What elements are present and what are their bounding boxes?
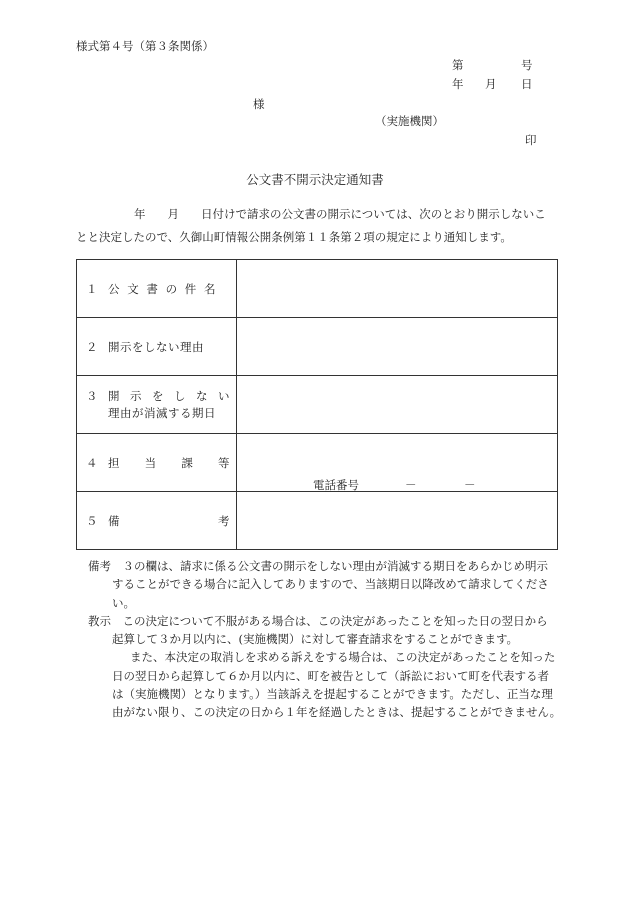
table-row bbox=[77, 492, 558, 550]
seal-mark: 印 bbox=[525, 133, 537, 147]
document-title: 公文書不開示決定通知書 bbox=[246, 172, 384, 187]
row-number: １ bbox=[86, 281, 98, 296]
row-number: ２ bbox=[86, 339, 98, 354]
label-char: し bbox=[174, 388, 186, 403]
phone-dash: － bbox=[405, 478, 417, 492]
body-line1: 日付けで請求の公文書の開示については、次のとおり開示しないこ bbox=[201, 207, 546, 221]
label-char: 考 bbox=[218, 513, 230, 528]
label-char: の bbox=[165, 281, 178, 296]
label-char: い bbox=[218, 388, 230, 403]
value-cell-department[interactable] bbox=[237, 434, 558, 492]
label-char: 当 bbox=[144, 455, 157, 470]
instruction-line: 日の翌日から起算して６か月以内に、町を被告として（訴訟において町を代表する者 bbox=[112, 668, 549, 683]
instruction-line: 由がない限り、この決定の日から１年を経過したときは、提起することができません。 bbox=[112, 705, 562, 720]
notes-section bbox=[88, 557, 560, 722]
row-label-expiry bbox=[77, 376, 237, 434]
label-char: な bbox=[196, 388, 208, 403]
info-table bbox=[76, 259, 558, 550]
body-line2: とと決定したので、久御山町情報公開条例第１１条第２項の規定により通知します。 bbox=[76, 230, 512, 244]
table-row bbox=[77, 376, 558, 434]
label-char: 開 bbox=[108, 388, 120, 403]
value-cell-expiry[interactable] bbox=[237, 376, 558, 434]
label-char: 件 bbox=[184, 281, 197, 296]
label-char: 担 bbox=[108, 455, 120, 470]
instruction-line: 起算して３か月以内に、(実施機関）に対して審査請求をすることができます。 bbox=[112, 632, 519, 647]
instruction-line: また、本決定の取消しを求める訴えをする場合は、この決定があったことを知った bbox=[130, 650, 556, 665]
issuing-agency: （実施機関） bbox=[375, 114, 444, 128]
label-char: 公 bbox=[108, 281, 120, 296]
date-day-label: 日 bbox=[521, 77, 533, 91]
phone-dash: － bbox=[464, 478, 476, 492]
date-month-label: 月 bbox=[485, 77, 497, 91]
label-char: を bbox=[152, 388, 164, 403]
label-char: 等 bbox=[217, 455, 230, 470]
body-paragraph bbox=[76, 203, 560, 249]
row-number: ４ bbox=[86, 455, 98, 470]
body-month: 月 bbox=[167, 207, 179, 221]
note-line: い。 bbox=[112, 595, 135, 610]
table-row bbox=[77, 318, 558, 376]
label-char: 課 bbox=[181, 455, 194, 470]
value-cell-title[interactable] bbox=[237, 260, 558, 318]
doc-number-suffix: 号 bbox=[521, 58, 533, 72]
label-char: 示 bbox=[130, 388, 142, 403]
body-year: 年 bbox=[134, 207, 146, 221]
label-text: 理由が消滅する期日 bbox=[108, 405, 216, 420]
label-char: 備 bbox=[108, 513, 120, 528]
note-line: することができる場合に記入してありますので、当該期日以降改めて請求してくださ bbox=[112, 577, 549, 592]
recipient-honorific: 様 bbox=[253, 97, 265, 111]
label-char: 名 bbox=[203, 281, 216, 296]
row-label-remarks bbox=[77, 492, 237, 550]
phone-label: 電話番号 bbox=[313, 478, 359, 492]
form-number: 様式第４号（第３条関係） bbox=[76, 39, 214, 53]
instruction-line: は（実施機関）となります。）当該訴えを提起することができます。ただし、正当な理 bbox=[112, 687, 553, 702]
value-cell-reason[interactable] bbox=[237, 318, 558, 376]
table-row bbox=[77, 260, 558, 318]
note-line: 備考 ３の欄は、請求に係る公文書の開示をしない理由が消滅する期日をあらかじめ明示 bbox=[88, 559, 548, 573]
row-label-department bbox=[77, 434, 237, 492]
value-cell-remarks[interactable] bbox=[237, 492, 558, 550]
row-number: ３ bbox=[86, 388, 98, 403]
doc-number-prefix: 第 bbox=[452, 58, 464, 72]
row-number: ５ bbox=[86, 513, 98, 528]
label-char: 文 bbox=[127, 281, 140, 296]
row-label-reason bbox=[77, 318, 237, 376]
label-char: 書 bbox=[146, 281, 159, 296]
label-text: 開示をしない理由 bbox=[108, 339, 204, 354]
row-label-title bbox=[77, 260, 237, 318]
instruction-line: 教示 この決定について不服がある場合は、この決定があったことを知った日の翌日から bbox=[88, 613, 548, 628]
table-row bbox=[77, 434, 558, 492]
date-year-label: 年 bbox=[452, 77, 464, 91]
